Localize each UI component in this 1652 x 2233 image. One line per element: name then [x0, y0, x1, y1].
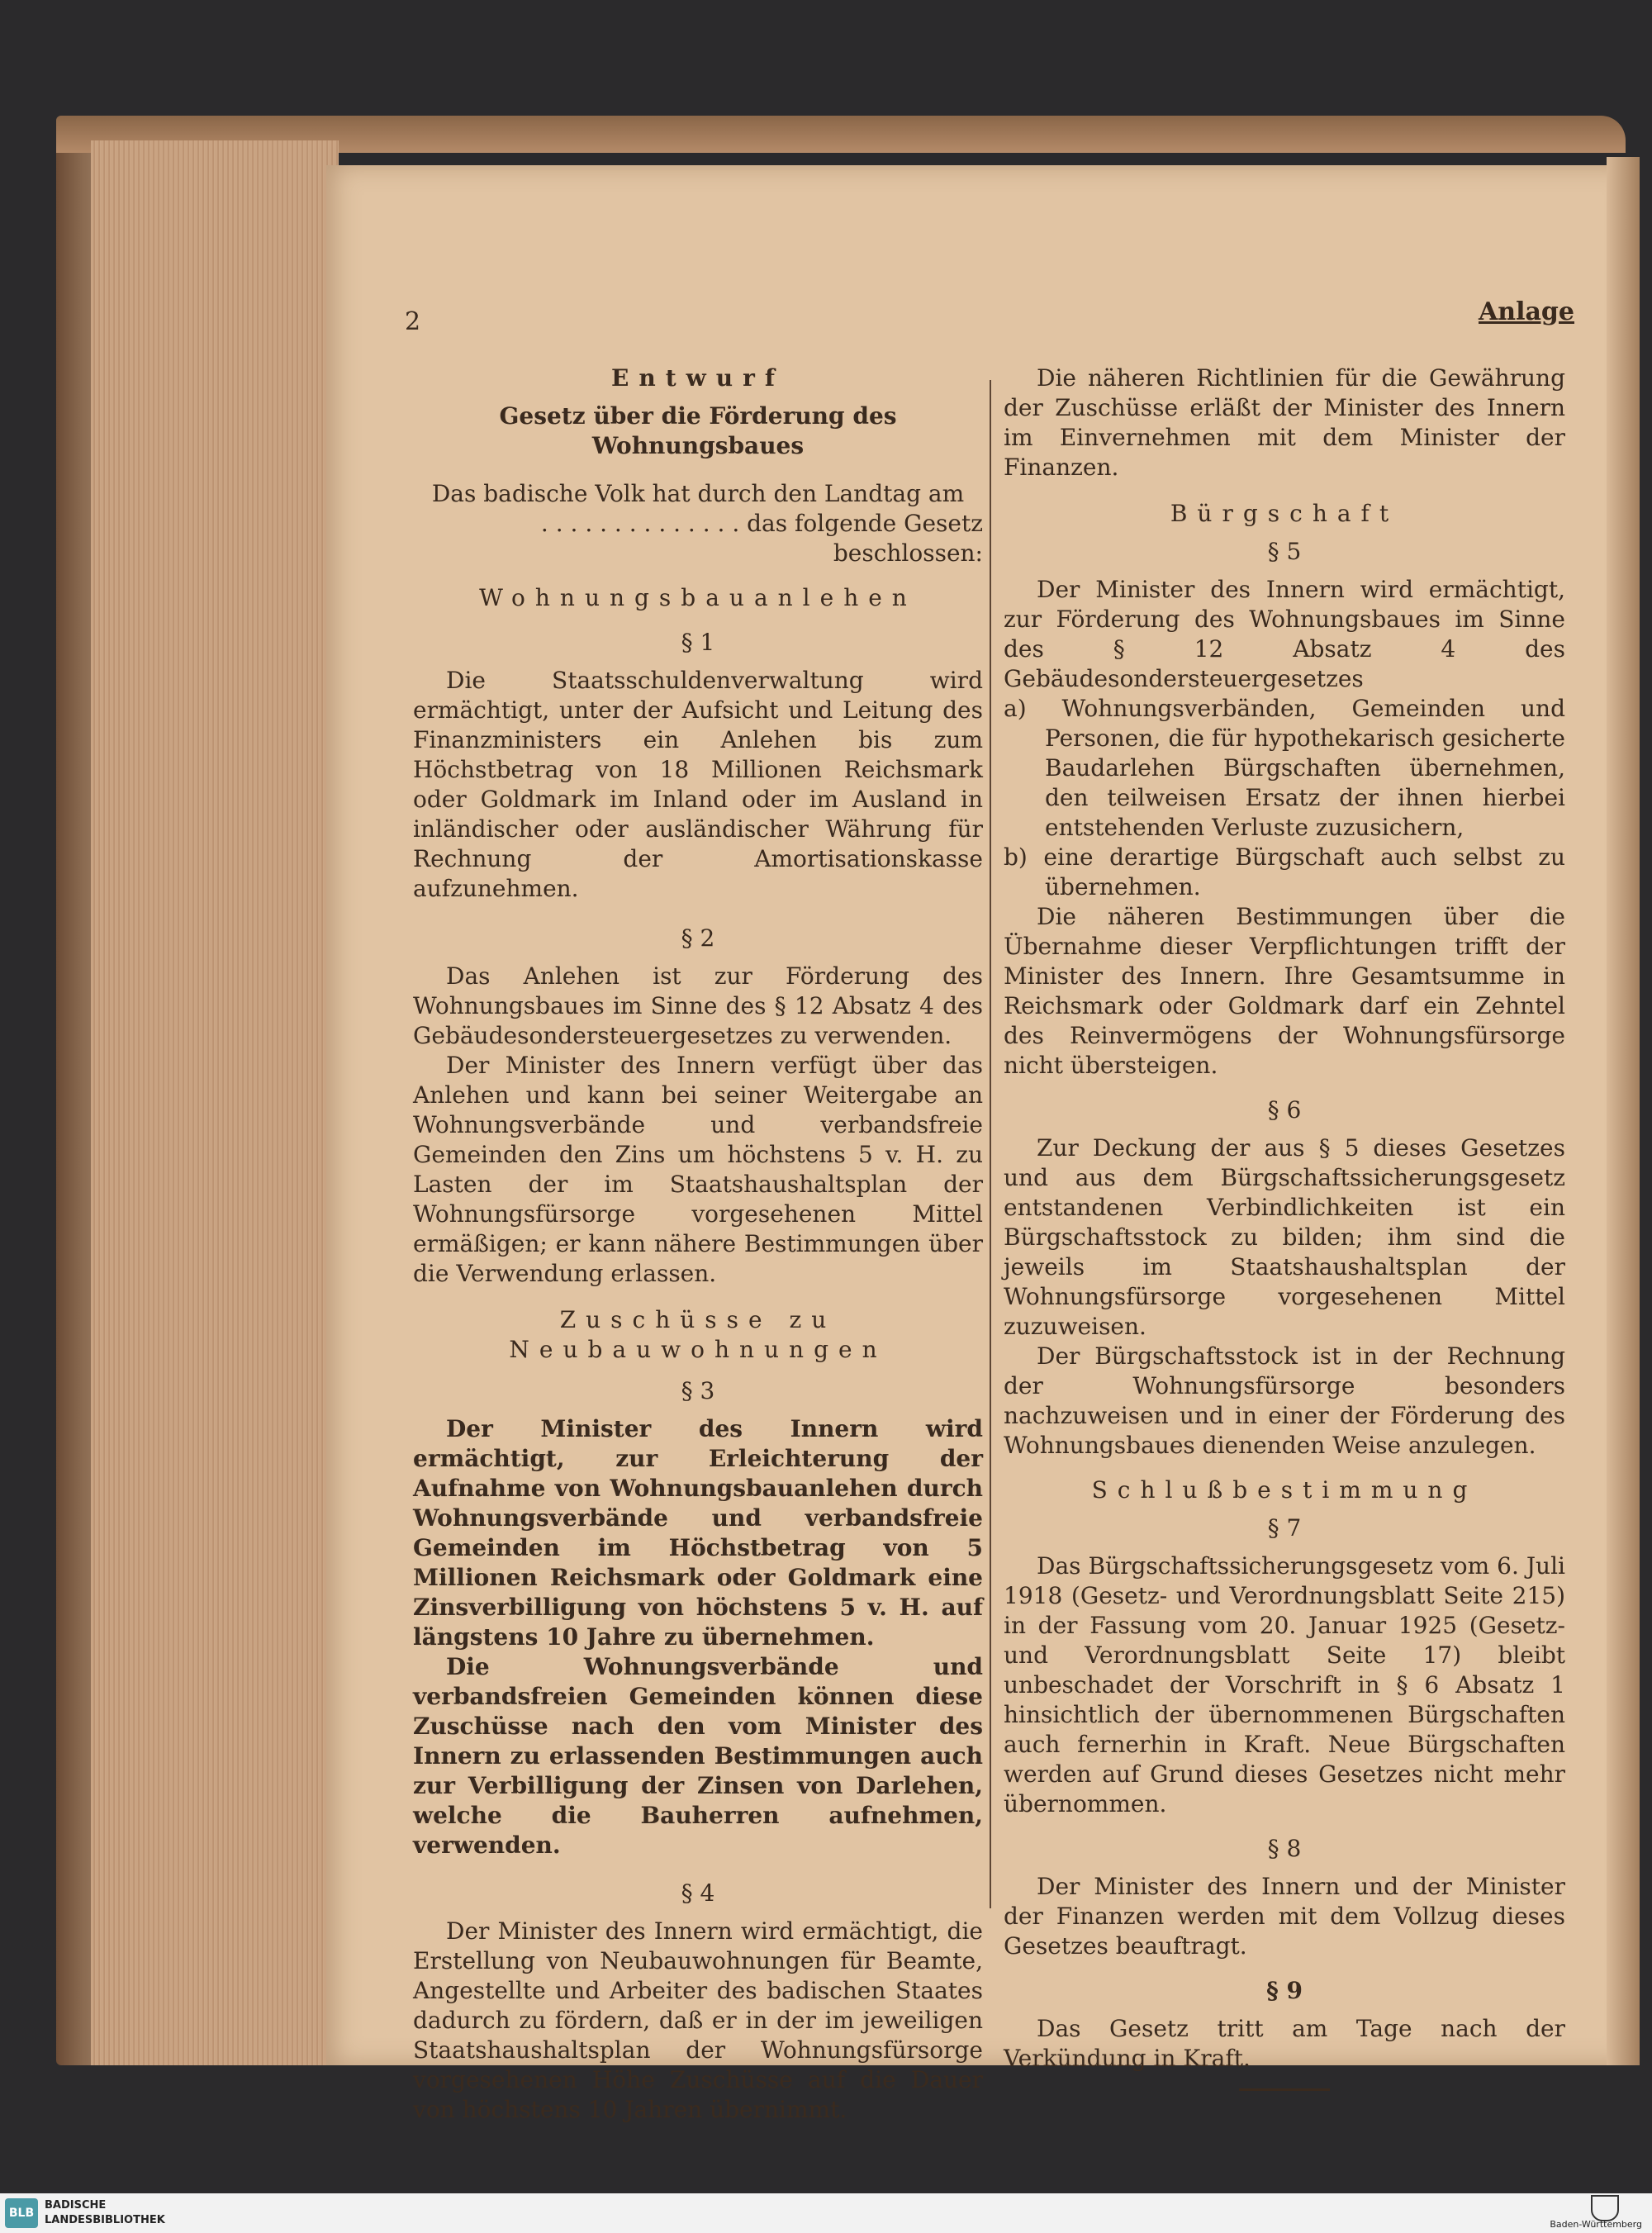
section-heading: Wohnungsbauanlehen: [479, 584, 917, 611]
paragraph-number: § 6: [1267, 1096, 1302, 1124]
page-stack: [91, 140, 339, 2065]
right-column: [1004, 363, 1565, 2091]
paragraph-text: Die näheren Bestimmungen über die Übernahme dieser Verpflichtungen trifft der Minister des Innern. Ihre Gesamtsumme in Reichsmark oder Goldmark darf ein Zehntel des Reinvermögens der Wohnungsfürsorge nicht übersteigen.: [1004, 903, 1565, 1079]
law-title: Gesetz über die Förderung des Wohnungsbaues: [499, 402, 897, 459]
paragraph-text: Zur Deckung der aus § 5 dieses Gesetzes und aus dem Bürgschaftssicherungsgesetz entstandenen Verbindlichkeiten ist ein Bürgschaftsstock zu bilden; ihm sind die jeweils im Staatshaushaltsplan der Wohnungsfürsorge vorgesehenen Mittel zuzuweisen.: [1004, 1134, 1565, 1340]
annex-label: Anlage: [1479, 297, 1574, 326]
state-name: Baden-Württemberg: [1550, 2219, 1642, 2230]
section-heading: Bürgschaft: [1170, 500, 1399, 527]
library-name: [45, 2198, 165, 2228]
state-emblem-icon: [1591, 2195, 1619, 2221]
page-number: 2: [405, 307, 421, 336]
preamble-line-1: Das badische Volk hat durch den Landtag am: [431, 480, 965, 507]
library-name-line-2: LANDESBIBLIOTHEK: [45, 2214, 165, 2226]
list-item: a) Wohnungsverbänden, Gemeinden und Personen, die für hypothekarisch gesicherte Baudarlehen Bürgschaften übernehmen, den teilweisen Ersatz der ihnen hierbei entstehenden Verluste zuzusichern,: [1004, 695, 1565, 841]
paragraph-text: Der Minister des Innern verfügt über das Anlehen und kann bei seiner Weitergabe an Wohnungsverbände und verbandsfreie Gemeinden den Zins um höchstens 5 v. H. zu Lasten der im Staatshaushaltsplan der Wohnungsfürsorge vorgesehenen Mittel ermäßigen; er kann nähere Bestimmungen über die Verwendung erlassen.: [413, 1052, 983, 1287]
section-heading: Schlußbestimmung: [1091, 1476, 1478, 1504]
paragraph-text: Der Bürgschaftsstock ist in der Rechnung der Wohnungsfürsorge besonders nachzuweisen und in einer der Förderung des Wohnungsbaues dienenden Weise anzulegen.: [1004, 1342, 1565, 1459]
paragraph-text: Der Minister des Innern wird ermächtigt, zur Förderung des Wohnungsbaues im Sinne des § 12 Absatz 4 des Gebäudesondersteuergesetzes: [1004, 576, 1565, 692]
paragraph-text: Das Gesetz tritt am Tage nach der Verkündung in Kraft.: [1004, 2015, 1565, 2072]
list-item: b) eine derartige Bürgschaft auch selbst zu übernehmen.: [1004, 843, 1565, 900]
paragraph-text: Der Minister des Innern wird ermächtigt, zur Erleichterung der Aufnahme von Wohnungsbauanlehen durch Wohnungsverbände und verbandsfreie Gemeinden im Höchstbetrag von 5 Millionen Reichsmark oder Goldmark eine Zinsverbilligung von höchstens 5 v. H. auf längstens 10 Jahre zu übernehmen.: [413, 1415, 983, 1651]
paragraph-text: Die Wohnungsverbände und verbandsfreien Gemeinden können diese Zuschüsse nach den vom Minister des Innern zu erlassenden Bestimmungen auch zur Verbilligung der Zinsen von Darlehen, welche die Bauherren aufnehmen, verwenden.: [413, 1653, 983, 1859]
footer-bar: [0, 2193, 1652, 2233]
paragraph-number: § 9: [1266, 1977, 1303, 2004]
left-column: [413, 363, 983, 2133]
paragraph-text: Der Minister des Innern und der Minister der Finanzen werden mit dem Vollzug dieses Gesetzes beauftragt.: [1004, 1873, 1565, 1960]
blb-logo[interactable]: BLB: [5, 2198, 38, 2228]
paragraph-number: § 4: [681, 1879, 715, 1907]
paragraph-text: Das Anlehen ist zur Förderung des Wohnungsbaues im Sinne des § 12 Absatz 4 des Gebäudesondersteuergesetzes zu verwenden.: [413, 962, 983, 1049]
document-title: Entwurf: [611, 364, 785, 392]
library-name-line-1: BADISCHE: [45, 2199, 107, 2212]
paragraph-number: § 2: [681, 924, 715, 952]
next-page-edge: [1607, 157, 1640, 2065]
column-divider: [990, 380, 991, 1908]
paragraph-number: § 5: [1267, 538, 1302, 565]
paragraph-number: § 3: [681, 1377, 715, 1404]
paragraph-number: § 1: [681, 629, 715, 656]
section-heading: Zuschüsse zu Neubauwohnungen: [509, 1306, 887, 1363]
paragraph-text: Die Staatsschuldenverwaltung wird ermächtigt, unter der Aufsicht und Leitung des Finanzministers ein Anlehen bis zum Höchstbetrag von 18 Millionen Reichsmark oder Goldmark im Inland oder im Ausland in inländischer oder ausländischer Währung für Rechnung der Amortisationskasse aufzunehmen.: [413, 667, 983, 902]
paragraph-number: § 7: [1267, 1514, 1302, 1542]
paragraph-number: § 8: [1267, 1835, 1302, 1862]
end-rule: [1239, 2088, 1330, 2091]
paragraph-text: Die näheren Richtlinien für die Gewährung der Zuschüsse erläßt der Minister des Innern im Einvernehmen mit dem Minister der Finanzen.: [1004, 364, 1565, 481]
paragraph-text: Der Minister des Innern wird ermächtigt, die Erstellung von Neubauwohnungen für Beamte, Angestellte und Arbeiter des badischen Staates dadurch zu fördern, daß er in der im jeweiligen Staatshaushaltsplan der Wohnungsfürsorge vorgesehenen Höhe Zuschüsse auf die Dauer von höchstens 10 Jahren übernimmt.: [413, 1917, 983, 2123]
paragraph-text: Das Bürgschaftssicherungsgesetz vom 6. Juli 1918 (Gesetz- und Verordnungsblatt Seite 215) in der Fassung vom 20. Januar 1925 (Gesetz- und Verordnungsblatt Seite 17) bleibt unbeschadet der Vorschrift in § 6 Absatz 1 hinsichtlich der übernommenen Bürgschaften auch fernerhin in Kraft. Neue Bürgschaften werden auf Grund dieses Gesetzes nicht mehr übernommen.: [1004, 1552, 1565, 1817]
preamble-line-2: . . . . . . . . . . . . . . das folgende Gesetz beschlossen:: [540, 510, 983, 567]
